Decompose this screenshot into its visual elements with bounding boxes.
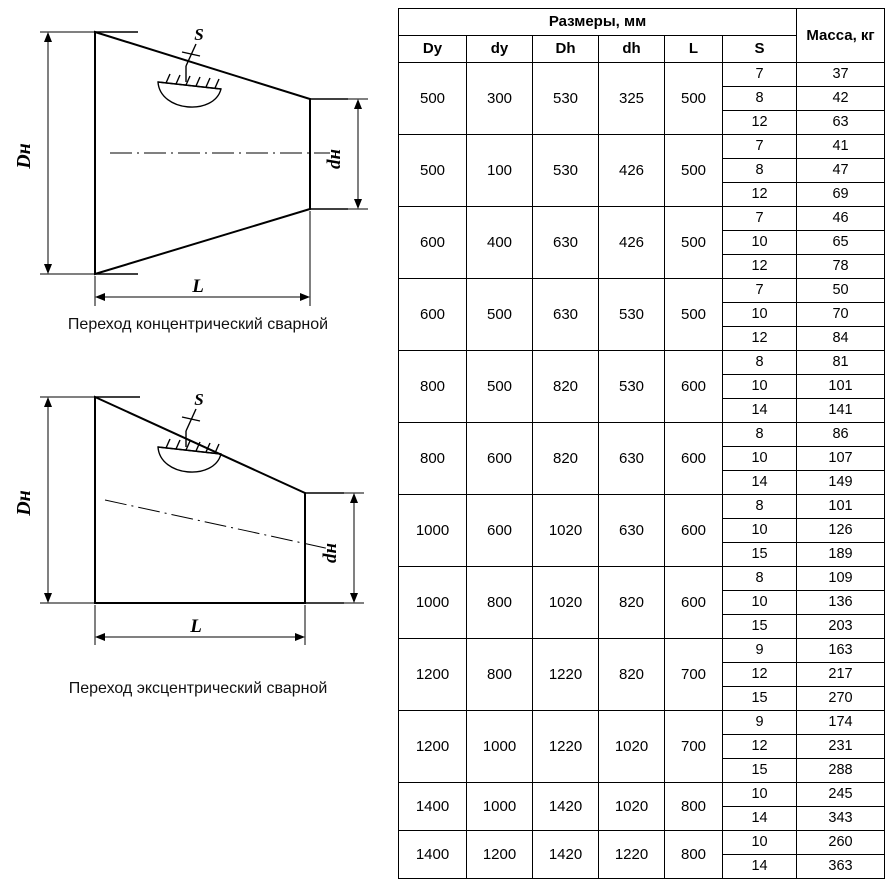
cell-dy-small: 1200 [467, 831, 533, 879]
cell-mass: 69 [797, 183, 885, 207]
cell-mass: 203 [797, 615, 885, 639]
cell-dh: 1420 [533, 831, 599, 879]
cell-mass: 86 [797, 423, 885, 447]
cell-s: 8 [723, 159, 797, 183]
cell-s: 8 [723, 351, 797, 375]
cell-dy-small: 800 [467, 567, 533, 639]
cell-s: 9 [723, 711, 797, 735]
cell-mass: 189 [797, 543, 885, 567]
cell-s: 10 [723, 591, 797, 615]
header-mass: Масса, кг [797, 9, 885, 63]
cell-s: 7 [723, 207, 797, 231]
table-row [399, 135, 885, 159]
cell-l: 500 [665, 63, 723, 135]
cell-l: 600 [665, 423, 723, 495]
cell-dy: 600 [399, 207, 467, 279]
cell-mass: 109 [797, 567, 885, 591]
cell-dh: 1020 [533, 567, 599, 639]
cell-mass: 174 [797, 711, 885, 735]
cell-dh-small: 1020 [599, 783, 665, 831]
label-length-2: L [190, 616, 202, 637]
cell-mass: 81 [797, 351, 885, 375]
header-s: S [723, 36, 797, 63]
cell-dy-small: 600 [467, 495, 533, 567]
cell-dy-small: 800 [467, 639, 533, 711]
cell-mass: 47 [797, 159, 885, 183]
cell-dh-small: 1020 [599, 711, 665, 783]
header-l: L [665, 36, 723, 63]
cell-mass: 217 [797, 663, 885, 687]
cell-mass: 107 [797, 447, 885, 471]
label-length-1: L [192, 276, 204, 297]
cell-s: 8 [723, 495, 797, 519]
cell-mass: 231 [797, 735, 885, 759]
cell-s: 15 [723, 687, 797, 711]
figures-column [0, 0, 396, 757]
cell-dh: 820 [533, 423, 599, 495]
cell-mass: 84 [797, 327, 885, 351]
cell-mass: 63 [797, 111, 885, 135]
cell-s: 10 [723, 447, 797, 471]
cell-l: 500 [665, 135, 723, 207]
cell-mass: 260 [797, 831, 885, 855]
cell-s: 10 [723, 831, 797, 855]
cell-mass: 70 [797, 303, 885, 327]
cell-s: 12 [723, 255, 797, 279]
cell-s: 10 [723, 231, 797, 255]
cell-s: 10 [723, 783, 797, 807]
cell-l: 700 [665, 639, 723, 711]
cell-l: 600 [665, 567, 723, 639]
cell-s: 14 [723, 807, 797, 831]
table-row [399, 351, 885, 375]
figure-concentric [0, 4, 396, 359]
table-head [399, 9, 885, 63]
cell-s: 14 [723, 399, 797, 423]
table-row [399, 783, 885, 807]
cell-mass: 270 [797, 687, 885, 711]
cell-dy: 500 [399, 63, 467, 135]
cell-s: 15 [723, 543, 797, 567]
table-row [399, 831, 885, 855]
dimensions-table [398, 8, 885, 879]
cell-dy-small: 600 [467, 423, 533, 495]
cell-dh: 630 [533, 207, 599, 279]
table-row [399, 567, 885, 591]
cell-dy: 800 [399, 423, 467, 495]
cell-dh-small: 1220 [599, 831, 665, 879]
cell-dh: 820 [533, 351, 599, 423]
cell-l: 800 [665, 831, 723, 879]
concentric-drawing [0, 4, 396, 314]
figure-eccentric-caption: Переход эксцентрический сварной [68, 680, 328, 697]
cell-s: 12 [723, 183, 797, 207]
cell-s: 8 [723, 423, 797, 447]
cell-s: 12 [723, 735, 797, 759]
cell-dy: 1000 [399, 567, 467, 639]
figure-eccentric [0, 375, 396, 725]
header-dimensions-group: Размеры, мм [399, 9, 797, 36]
cell-dy-small: 500 [467, 351, 533, 423]
cell-s: 12 [723, 111, 797, 135]
cell-s: 9 [723, 639, 797, 663]
cell-mass: 101 [797, 495, 885, 519]
cell-mass: 78 [797, 255, 885, 279]
figure-concentric-caption: Переход концентрический сварной [67, 316, 329, 333]
cell-mass: 343 [797, 807, 885, 831]
cell-dh: 630 [533, 279, 599, 351]
label-weld-1: S [194, 25, 204, 44]
cell-l: 600 [665, 495, 723, 567]
cell-s: 10 [723, 303, 797, 327]
cell-s: 12 [723, 327, 797, 351]
header-dh: Dh [533, 36, 599, 63]
cell-s: 7 [723, 63, 797, 87]
cell-dh-small: 820 [599, 639, 665, 711]
cell-s: 7 [723, 279, 797, 303]
cell-dy: 1400 [399, 783, 467, 831]
cell-mass: 65 [797, 231, 885, 255]
cell-dh: 1020 [533, 495, 599, 567]
cell-dh-small: 530 [599, 351, 665, 423]
dimensions-table-wrap [398, 8, 884, 879]
cell-dh-small: 426 [599, 207, 665, 279]
cell-mass: 37 [797, 63, 885, 87]
cell-mass: 288 [797, 759, 885, 783]
label-big-diameter-1: Dн [13, 143, 35, 169]
table-row [399, 711, 885, 735]
table-row [399, 495, 885, 519]
cell-dy-small: 300 [467, 63, 533, 135]
header-dy-small: dy [467, 36, 533, 63]
eccentric-drawing [0, 375, 396, 675]
cell-l: 600 [665, 351, 723, 423]
cell-dh: 1420 [533, 783, 599, 831]
cell-mass: 245 [797, 783, 885, 807]
cell-dy: 1200 [399, 711, 467, 783]
cell-mass: 126 [797, 519, 885, 543]
cell-l: 500 [665, 279, 723, 351]
cell-mass: 41 [797, 135, 885, 159]
table-row [399, 423, 885, 447]
cell-mass: 363 [797, 855, 885, 879]
label-big-diameter-2: Dн [13, 490, 35, 516]
cell-dy: 600 [399, 279, 467, 351]
cell-mass: 101 [797, 375, 885, 399]
cell-l: 800 [665, 783, 723, 831]
cell-s: 14 [723, 855, 797, 879]
table-row [399, 279, 885, 303]
cell-s: 15 [723, 615, 797, 639]
header-dy: Dy [399, 36, 467, 63]
cell-s: 14 [723, 471, 797, 495]
cell-dy: 800 [399, 351, 467, 423]
cell-dy: 1000 [399, 495, 467, 567]
cell-l: 700 [665, 711, 723, 783]
cell-dy-small: 1000 [467, 711, 533, 783]
cell-mass: 42 [797, 87, 885, 111]
cell-dy-small: 500 [467, 279, 533, 351]
cell-dh-small: 325 [599, 63, 665, 135]
cell-mass: 136 [797, 591, 885, 615]
cell-s: 8 [723, 567, 797, 591]
cell-dh-small: 630 [599, 495, 665, 567]
cell-s: 10 [723, 375, 797, 399]
cell-mass: 50 [797, 279, 885, 303]
cell-mass: 141 [797, 399, 885, 423]
label-small-diameter-2: dн [320, 542, 341, 564]
cell-s: 15 [723, 759, 797, 783]
cell-dy-small: 100 [467, 135, 533, 207]
cell-dh-small: 630 [599, 423, 665, 495]
table-header-row-1 [399, 9, 885, 36]
header-dh-small: dh [599, 36, 665, 63]
cell-dy-small: 1000 [467, 783, 533, 831]
cell-dh: 1220 [533, 711, 599, 783]
cell-dh-small: 530 [599, 279, 665, 351]
cell-mass: 163 [797, 639, 885, 663]
table-row [399, 207, 885, 231]
cell-dy: 500 [399, 135, 467, 207]
cell-l: 500 [665, 207, 723, 279]
table-row [399, 63, 885, 87]
cell-dh: 530 [533, 63, 599, 135]
cell-mass: 46 [797, 207, 885, 231]
cell-dy-small: 400 [467, 207, 533, 279]
cell-s: 7 [723, 135, 797, 159]
cell-s: 8 [723, 87, 797, 111]
label-small-diameter-1: dн [324, 148, 345, 170]
cell-dh: 530 [533, 135, 599, 207]
table-body [399, 63, 885, 879]
label-weld-2: S [194, 390, 204, 409]
cell-dh: 1220 [533, 639, 599, 711]
cell-mass: 149 [797, 471, 885, 495]
cell-dh-small: 820 [599, 567, 665, 639]
cell-s: 12 [723, 663, 797, 687]
cell-dy: 1200 [399, 639, 467, 711]
cell-dy: 1400 [399, 831, 467, 879]
cell-dh-small: 426 [599, 135, 665, 207]
cell-s: 10 [723, 519, 797, 543]
table-row [399, 639, 885, 663]
